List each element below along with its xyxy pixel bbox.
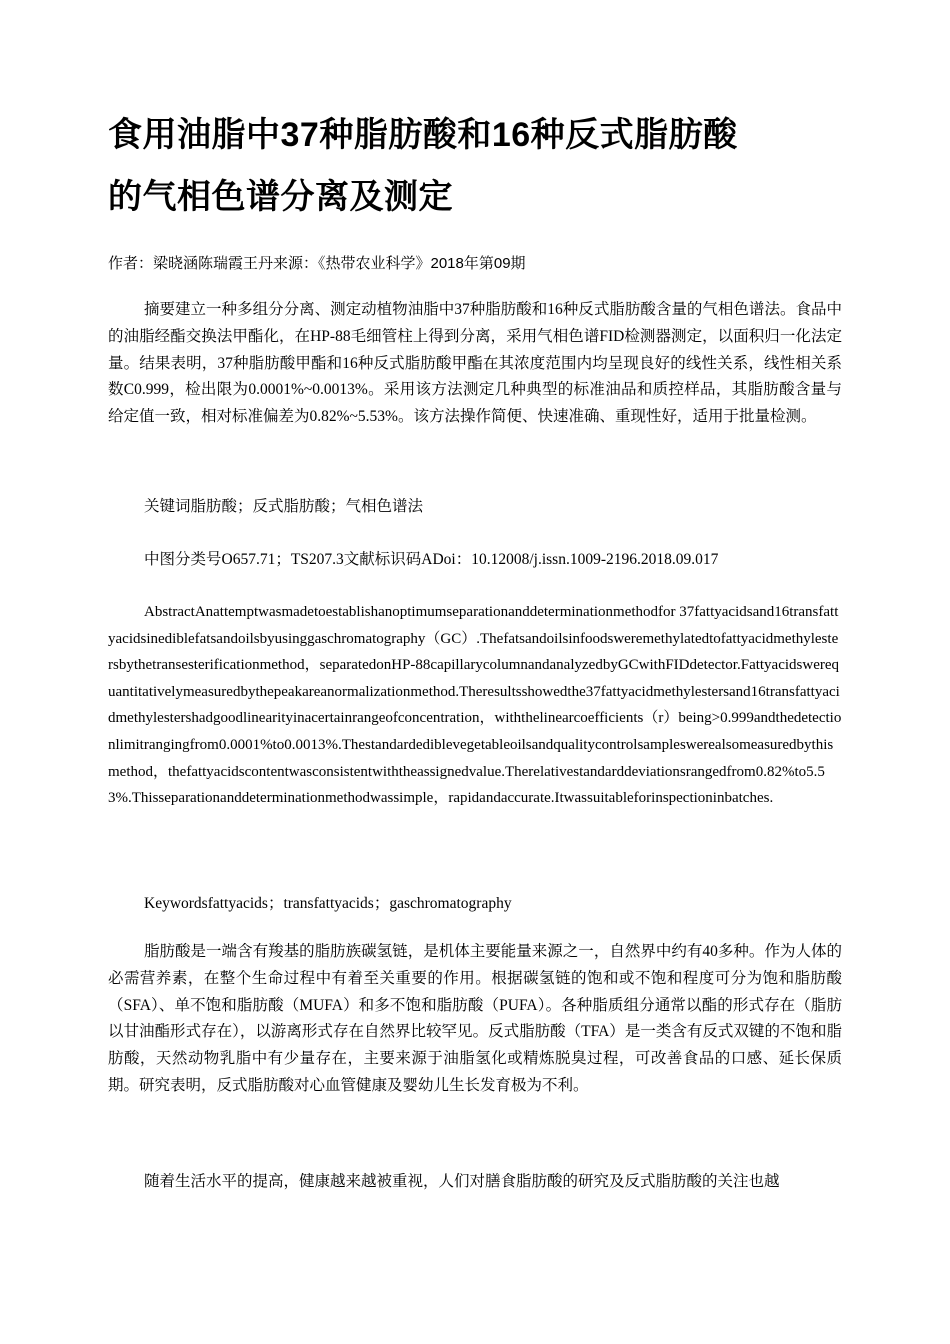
article-byline: 作者：梁晓涵陈瑞霞王丹来源：《热带农业科学》2018年第09期 bbox=[108, 255, 526, 272]
keywords-english: Keywordsfattyacids；transfattyacids；gaschromatography bbox=[144, 895, 512, 912]
article-title-line-1: 食用油脂中37种脂肪酸和16种反式脂肪酸 bbox=[108, 116, 738, 154]
article-title bbox=[108, 104, 848, 228]
body-paragraph-2: 随着生活水平的提高，健康越来越被重视，人们对膳食脂肪酸的研究及反式脂肪酸的关注也越 bbox=[144, 1173, 780, 1190]
body-paragraph-1: 脂肪酸是一端含有羧基的脂肪族碳氢链，是机体主要能量来源之一，自然界中约有40多种。作为人体的必需营养素，在整个生命过程中有着至关重要的作用。根据碳氢链的饱和或不饱和程度可分为饱和脂肪酸（SFA）、单不饱和脂肪酸（MUFA）和多不饱和脂肪酸（PUFA）。各种脂质组分通常以酯的形式存在（脂肪以甘油酯形式存在），以游离形式存在自然界比较罕见。反式脂肪酸（TFA）是一类含有反式双键的不饱和脂肪酸，天然动物乳脂中有少量存在，主要来源于油脂氢化或精炼脱臭过程，可改善食品的口感、延长保质期。研究表明，反式脂肪酸对心血管健康及婴幼儿生长发育极为不利。 bbox=[108, 943, 842, 1094]
abstract-english: AbstractAnattemptwasmadetoestablishanoptimumseparationanddeterminationmethodfor 37fattyacidsand16transfattyacidsinediblefatsandoilsbyusinggaschromatography（GC）.Thefatsandoilsinfoodsweremethylatedtofattyacidmethylestersbythetransesterificationmethod，separatedonHP-88capillarycolumnandanalyzedbyGCwithFIDdetector.Fattyacidswerequantitativelymeasuredbythepeakareanormalizationmethod.Theresultsshowedthe37fattyacidmethylestersand16transfattyacidmethylestershadgoodlinearityinacertainrangeofconcentration，withthelinearcoefficients（r）being>0.999andthedetectionlimitrangingfrom0.0001%to0.0013%.Thestandardediblevegetableoilsandqualitycontrolsampleswerealsomeasuredbythismethod，thefattyacidscontentwasconsistentwiththeassignedvalue.Therelativestandarddeviationsrangedfrom0.82%to5.53%.Thisseparationanddeterminationmethodwassimple，rapidandaccurate.Itwassuitableforinspectioninbatches. bbox=[108, 604, 842, 807]
keywords-chinese: 关键词脂肪酸；反式脂肪酸；气相色谱法 bbox=[144, 498, 424, 515]
classification-line: 中图分类号O657.71；TS207.3文献标识码ADoi：10.12008/j.issn.1009-2196.2018.09.017 bbox=[144, 551, 719, 568]
abstract-chinese: 摘要建立一种多组分分离、测定动植物油脂中37种脂肪酸和16种反式脂肪酸含量的气相色谱法。食品中的油脂经酯交换法甲酯化，在HP-88毛细管柱上得到分离，采用气相色谱FID检测器测定，以面积归一化法定量。结果表明，37种脂肪酸甲酯和16种反式脂肪酸甲酯在其浓度范围内均呈现良好的线性关系，线性相关系数C0.999，检出限为0.0001%~0.0013%。采用该方法测定几种典型的标准油品和质控样品，其脂肪酸含量与给定值一致，相对标准偏差为0.82%~5.53%。该方法操作简便、快速准确、重现性好，适用于批量检测。 bbox=[108, 301, 842, 426]
article-title-line-2: 的气相色谱分离及测定 bbox=[108, 178, 453, 216]
